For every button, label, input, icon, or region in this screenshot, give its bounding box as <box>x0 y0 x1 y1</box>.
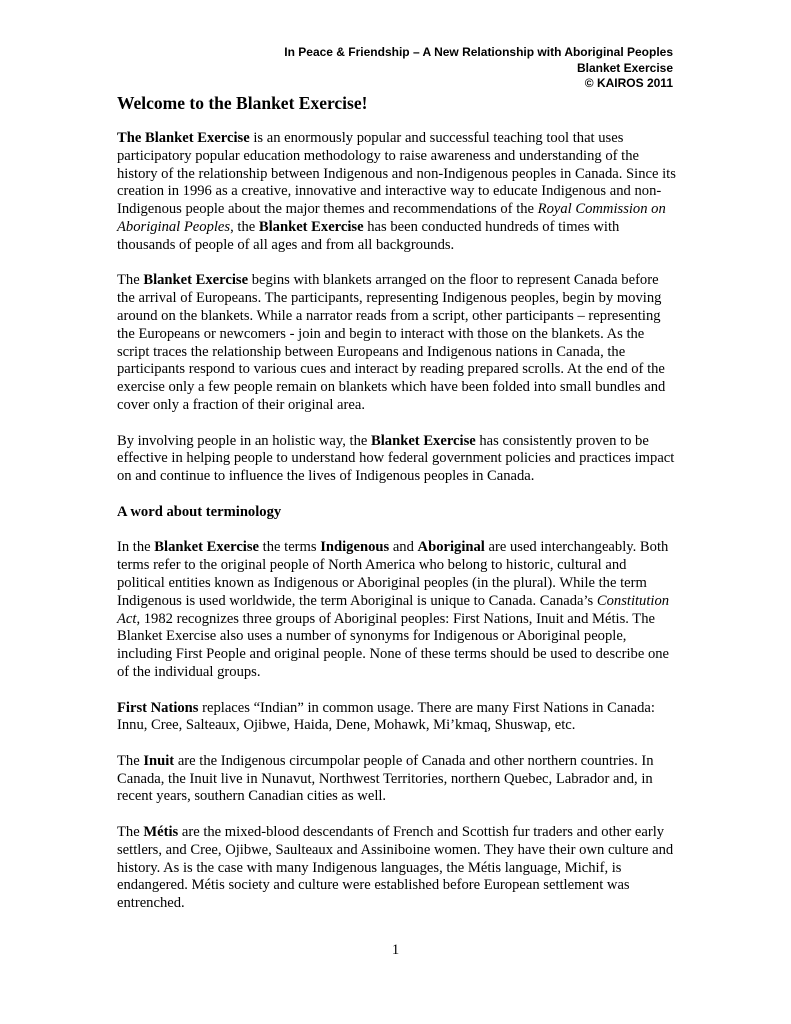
inuit-paragraph <box>117 753 677 806</box>
text-run: The <box>117 824 144 841</box>
text-run: are the Indigenous circumpolar people of Canada and other northern countries. In Canada, the Inuit live in Nunavut, Northwest Territories, northern Quebec, Labrador and, in recent years, southern Canadian cities as well. <box>117 752 654 805</box>
page-number: 1 <box>391 942 400 958</box>
page-title: Welcome to the Blanket Exercise! <box>117 93 368 113</box>
text-run: The <box>117 272 144 289</box>
bold-term: Blanket Exercise <box>258 218 364 235</box>
text-run: , 1982 recognizes three groups of Aboriginal peoples: First Nations, Inuit and Métis. The Blanket Exercise also uses a number of synonyms for Indigenous or Aboriginal people, including First People and original people. None of these terms should be used to describe one of the individual groups. <box>117 610 670 680</box>
running-header <box>284 45 673 92</box>
header-section-title: Blanket Exercise <box>576 60 673 75</box>
text-run: are used interchangeably. Both terms refer to the original people of North America who belong to historic, cultural and political entities known as Indigenous or Aboriginal peoples (in the plural). While the term Indigenous is used worldwide, the term Aboriginal is unique to Canada. Canada’s <box>117 539 669 609</box>
bold-term: Aboriginal <box>417 539 485 556</box>
header-document-title: In Peace & Friendship – A New Relationship with Aboriginal Peoples <box>284 45 673 59</box>
effectiveness-paragraph <box>117 433 677 486</box>
description-paragraph <box>117 272 677 414</box>
bold-term: Inuit <box>143 752 175 769</box>
text-run: and <box>389 539 418 556</box>
intro-paragraph <box>117 130 677 255</box>
bold-term: First Nations <box>117 699 199 716</box>
italic-term: Royal Commission on Aboriginal Peoples <box>117 201 666 235</box>
text-run: is an enormously popular and successful teaching tool that uses participatory popular education methodology to raise awareness and understanding of the history of the relationship between Indigenous and non-Indigenous peoples in Canada. Since its creation in 1996 as a creative, innovative and interactive way to educate Indigenous and non-Indigenous people about the major themes and recommendations of the <box>117 130 676 218</box>
text-run: By involving people in an holistic way, the <box>117 432 372 449</box>
text-run: replaces “Indian” in common usage. There are many First Nations in Canada: Innu, Cree, Salteaux, Ojibwe, Haida, Dene, Mohawk, Mi’kmaq, Shuswap, etc. <box>117 699 655 734</box>
section-heading: A word about terminology <box>117 503 282 520</box>
text-run: has been conducted hundreds of times with thousands of people of all ages and from all backgrounds. <box>117 218 620 253</box>
header-copyright: © KAIROS 2011 <box>584 76 673 90</box>
document-body <box>117 92 677 931</box>
terminology-paragraph <box>117 539 677 681</box>
text-run: has consistently proven to be effective in helping people to understand how federal government policies and practices impact on and continue to influence the lives of Indigenous peoples in Canada. <box>117 432 675 485</box>
bold-term: Blanket Exercise <box>371 432 476 449</box>
text-run: are the mixed-blood descendants of French and Scottish fur traders and other early settlers, and Cree, Ojibwe, Saulteaux and Assiniboine women. They have their own culture and history. As is the case with many Indigenous languages, the Métis language, Michif, is endangered. Métis society and culture were established before European settlement was entrenched. <box>117 824 674 912</box>
bold-term: The Blanket Exercise <box>117 130 250 146</box>
bold-term: Blanket Exercise <box>143 272 249 289</box>
first-nations-paragraph <box>117 700 677 736</box>
text-run: , the <box>230 218 259 235</box>
metis-paragraph <box>117 824 677 913</box>
text-run: The <box>117 752 144 769</box>
bold-term: Blanket Exercise <box>154 539 260 556</box>
text-run: the terms <box>259 539 321 556</box>
text-run: begins with blankets arranged on the floor to represent Canada before the arrival of Europeans. The participants, representing Indigenous peoples, begin by moving around on the blankets. While a narrator reads from a script, other participants – representing the Europeans or newcomers - join and begin to interact with those on the blankets. As the script traces the relationship between Europeans and Indigenous nations in Canada, the participants respond to various cues and interact by reading prepared scrolls. At the end of the exercise only a few people remain on blankets which have been folded into small bundles and cover only a fraction of their original area. <box>117 272 666 413</box>
bold-term: Métis <box>143 824 179 841</box>
bold-term: Indigenous <box>320 539 390 556</box>
text-run: In the <box>117 539 155 556</box>
italic-term: Constitution Act <box>117 592 670 627</box>
